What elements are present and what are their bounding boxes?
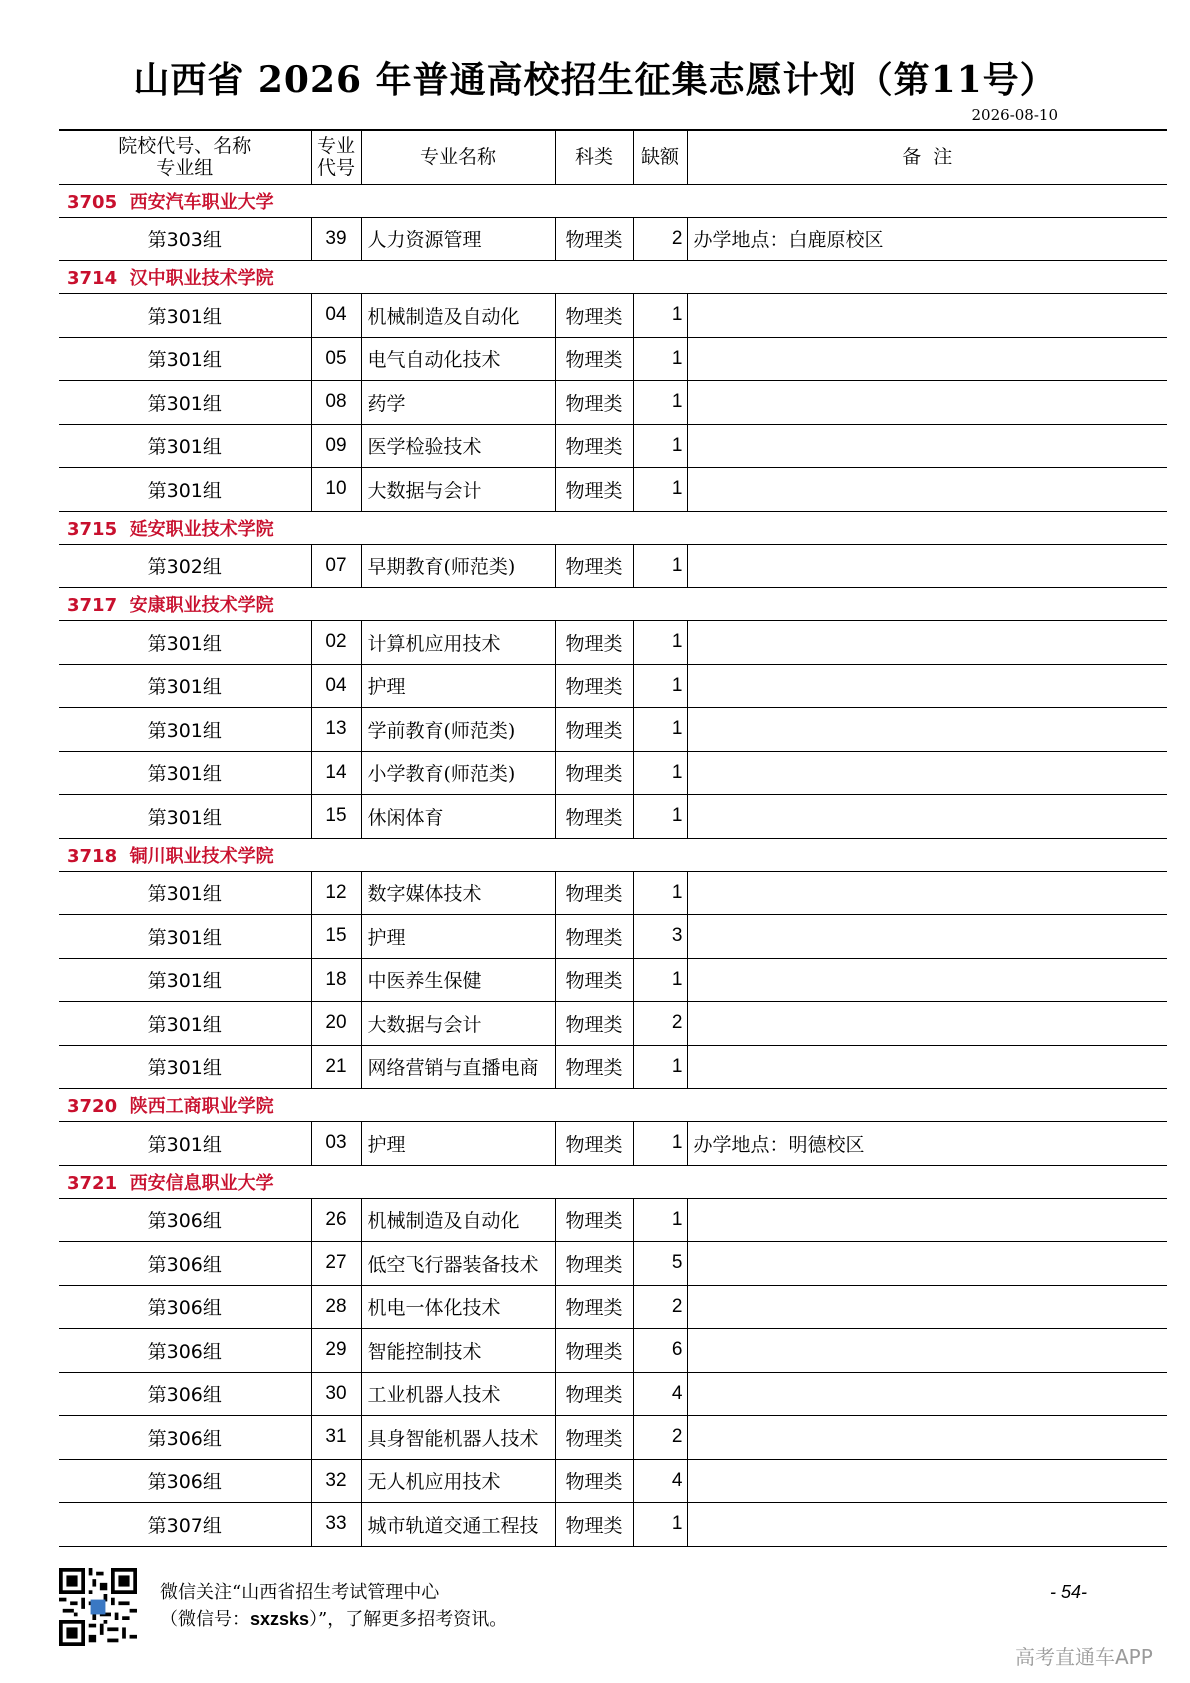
major-name-cell: 机电一体化技术 <box>361 1285 555 1329</box>
major-code-cell: 26 <box>311 1198 361 1242</box>
note-cell: 办学地点：白鹿原校区 <box>687 217 1167 261</box>
major-code-cell: 32 <box>311 1459 361 1503</box>
note-cell <box>687 1329 1167 1373</box>
note-cell <box>687 381 1167 425</box>
group-cell: 第303组 <box>59 217 311 261</box>
table-row <box>59 1198 1167 1242</box>
quota-cell: 1 <box>633 1122 687 1166</box>
school-name: 3718 铜川职业技术学院 <box>59 838 1167 871</box>
table-row <box>59 1372 1167 1416</box>
major-name-cell: 工业机器人技术 <box>361 1372 555 1416</box>
note-cell <box>687 1416 1167 1460</box>
major-code-cell: 15 <box>311 795 361 839</box>
major-code-cell: 15 <box>311 915 361 959</box>
table-row <box>59 871 1167 915</box>
school-header-row <box>59 838 1167 871</box>
note-cell <box>687 544 1167 588</box>
major-name-cell: 小学教育(师范类) <box>361 751 555 795</box>
group-cell: 第301组 <box>59 424 311 468</box>
group-cell: 第301组 <box>59 1122 311 1166</box>
table-row <box>59 468 1167 512</box>
major-name-cell: 学前教育(师范类) <box>361 708 555 752</box>
table-row <box>59 958 1167 1002</box>
category-cell: 物理类 <box>555 621 633 665</box>
quota-cell: 2 <box>633 1002 687 1046</box>
category-cell: 物理类 <box>555 468 633 512</box>
quota-cell: 2 <box>633 217 687 261</box>
publish-date: 2026-08-10 <box>971 106 1058 124</box>
table-row <box>59 1045 1167 1089</box>
note-cell <box>687 1242 1167 1286</box>
note-cell <box>687 1459 1167 1503</box>
table-row <box>59 915 1167 959</box>
group-cell: 第301组 <box>59 751 311 795</box>
school-name: 3721 西安信息职业大学 <box>59 1165 1167 1198</box>
major-code-cell: 30 <box>311 1372 361 1416</box>
table-row <box>59 795 1167 839</box>
enrollment-plan-table <box>59 129 1167 1547</box>
quota-cell: 1 <box>633 294 687 338</box>
major-name-cell: 具身智能机器人技术 <box>361 1416 555 1460</box>
table-row <box>59 1416 1167 1460</box>
group-cell: 第306组 <box>59 1285 311 1329</box>
note-cell <box>687 1002 1167 1046</box>
qr-code-icon <box>59 1568 137 1646</box>
quota-cell: 6 <box>633 1329 687 1373</box>
table-row <box>59 621 1167 665</box>
table-row <box>59 294 1167 338</box>
quota-cell: 1 <box>633 337 687 381</box>
group-cell: 第301组 <box>59 1045 311 1089</box>
note-cell <box>687 1285 1167 1329</box>
group-cell: 第307组 <box>59 1503 311 1547</box>
major-name-cell: 网络营销与直播电商 <box>361 1045 555 1089</box>
group-cell: 第306组 <box>59 1416 311 1460</box>
table-row <box>59 664 1167 708</box>
major-name-cell: 医学检验技术 <box>361 424 555 468</box>
major-code-cell: 33 <box>311 1503 361 1547</box>
category-cell: 物理类 <box>555 708 633 752</box>
category-cell: 物理类 <box>555 1198 633 1242</box>
category-cell: 物理类 <box>555 1416 633 1460</box>
quota-cell: 4 <box>633 1459 687 1503</box>
note-cell <box>687 1198 1167 1242</box>
major-code-cell: 03 <box>311 1122 361 1166</box>
group-cell: 第306组 <box>59 1459 311 1503</box>
note-cell <box>687 751 1167 795</box>
group-cell: 第306组 <box>59 1372 311 1416</box>
quota-cell: 2 <box>633 1416 687 1460</box>
note-cell <box>687 664 1167 708</box>
major-name-cell: 护理 <box>361 915 555 959</box>
major-code-cell: 04 <box>311 664 361 708</box>
group-cell: 第306组 <box>59 1242 311 1286</box>
note-cell <box>687 1503 1167 1547</box>
major-code-cell: 21 <box>311 1045 361 1089</box>
note-cell <box>687 795 1167 839</box>
major-name-cell: 早期教育(师范类) <box>361 544 555 588</box>
category-cell: 物理类 <box>555 871 633 915</box>
note-cell <box>687 1372 1167 1416</box>
category-cell: 物理类 <box>555 381 633 425</box>
quota-cell: 1 <box>633 1198 687 1242</box>
quota-cell: 5 <box>633 1242 687 1286</box>
school-header-row <box>59 261 1167 294</box>
category-cell: 物理类 <box>555 1045 633 1089</box>
school-name: 3717 安康职业技术学院 <box>59 588 1167 621</box>
group-cell: 第301组 <box>59 871 311 915</box>
major-name-cell: 数字媒体技术 <box>361 871 555 915</box>
category-cell: 物理类 <box>555 1002 633 1046</box>
header-quota: 缺额 <box>633 130 687 184</box>
major-name-cell: 大数据与会计 <box>361 468 555 512</box>
table-header-row <box>59 130 1167 184</box>
note-cell <box>687 958 1167 1002</box>
group-cell: 第306组 <box>59 1329 311 1373</box>
school-name: 3715 延安职业技术学院 <box>59 511 1167 544</box>
major-name-cell: 无人机应用技术 <box>361 1459 555 1503</box>
group-cell: 第301组 <box>59 708 311 752</box>
category-cell: 物理类 <box>555 751 633 795</box>
quota-cell: 1 <box>633 751 687 795</box>
table-row <box>59 217 1167 261</box>
major-code-cell: 39 <box>311 217 361 261</box>
group-cell: 第301组 <box>59 958 311 1002</box>
category-cell: 物理类 <box>555 1372 633 1416</box>
group-cell: 第301组 <box>59 381 311 425</box>
major-name-cell: 机械制造及自动化 <box>361 294 555 338</box>
page-title: 山西省 2026 年普通高校招生征集志愿计划（第11号） <box>133 59 1057 101</box>
table-row <box>59 1002 1167 1046</box>
table-row <box>59 1459 1167 1503</box>
major-code-cell: 02 <box>311 621 361 665</box>
school-header-row <box>59 511 1167 544</box>
major-name-cell: 城市轨道交通工程技 <box>361 1503 555 1547</box>
table-row <box>59 751 1167 795</box>
major-code-cell: 28 <box>311 1285 361 1329</box>
major-code-cell: 07 <box>311 544 361 588</box>
major-name-cell: 药学 <box>361 381 555 425</box>
quota-cell: 3 <box>633 915 687 959</box>
major-name-cell: 计算机应用技术 <box>361 621 555 665</box>
major-code-cell: 05 <box>311 337 361 381</box>
major-name-cell: 大数据与会计 <box>361 1002 555 1046</box>
quota-cell: 1 <box>633 795 687 839</box>
major-name-cell: 机械制造及自动化 <box>361 1198 555 1242</box>
note-cell <box>687 915 1167 959</box>
major-code-cell: 27 <box>311 1242 361 1286</box>
major-code-cell: 14 <box>311 751 361 795</box>
school-header-row <box>59 1165 1167 1198</box>
quota-cell: 1 <box>633 424 687 468</box>
school-name: 3720 陕西工商职业学院 <box>59 1089 1167 1122</box>
major-code-cell: 10 <box>311 468 361 512</box>
major-name-cell: 护理 <box>361 664 555 708</box>
major-name-cell: 智能控制技术 <box>361 1329 555 1373</box>
category-cell: 物理类 <box>555 915 633 959</box>
quota-cell: 2 <box>633 1285 687 1329</box>
footer-line-1: 微信关注“山西省招生考试管理中心 <box>160 1582 440 1603</box>
group-cell: 第301组 <box>59 294 311 338</box>
quota-cell: 1 <box>633 664 687 708</box>
major-code-cell: 12 <box>311 871 361 915</box>
category-cell: 物理类 <box>555 294 633 338</box>
category-cell: 物理类 <box>555 958 633 1002</box>
table-row <box>59 424 1167 468</box>
table-row <box>59 708 1167 752</box>
quota-cell: 1 <box>633 381 687 425</box>
category-cell: 物理类 <box>555 544 633 588</box>
watermark: 高考直通车APP <box>1015 1645 1153 1669</box>
category-cell: 物理类 <box>555 1242 633 1286</box>
header-school: 院校代号、名称 专业组 <box>59 130 311 184</box>
category-cell: 物理类 <box>555 795 633 839</box>
group-cell: 第301组 <box>59 664 311 708</box>
category-cell: 物理类 <box>555 337 633 381</box>
major-code-cell: 13 <box>311 708 361 752</box>
major-name-cell: 中医养生保健 <box>361 958 555 1002</box>
category-cell: 物理类 <box>555 664 633 708</box>
school-header-row <box>59 184 1167 217</box>
major-code-cell: 20 <box>311 1002 361 1046</box>
major-name-cell: 电气自动化技术 <box>361 337 555 381</box>
group-cell: 第301组 <box>59 337 311 381</box>
category-cell: 物理类 <box>555 1285 633 1329</box>
major-code-cell: 09 <box>311 424 361 468</box>
wechat-id: sxzsks <box>250 1609 310 1629</box>
page-number: - 54- <box>1050 1582 1088 1602</box>
major-code-cell: 18 <box>311 958 361 1002</box>
school-header-row <box>59 588 1167 621</box>
major-name-cell: 休闲体育 <box>361 795 555 839</box>
footer-wechat-notice <box>160 1580 507 1633</box>
quota-cell: 4 <box>633 1372 687 1416</box>
category-cell: 物理类 <box>555 1459 633 1503</box>
table-row <box>59 1285 1167 1329</box>
major-code-cell: 31 <box>311 1416 361 1460</box>
note-cell <box>687 621 1167 665</box>
header-major-code: 专业 代号 <box>311 130 361 184</box>
quota-cell: 1 <box>633 468 687 512</box>
quota-cell: 1 <box>633 708 687 752</box>
major-name-cell: 护理 <box>361 1122 555 1166</box>
major-code-cell: 04 <box>311 294 361 338</box>
group-cell: 第301组 <box>59 621 311 665</box>
note-cell <box>687 871 1167 915</box>
quota-cell: 1 <box>633 958 687 1002</box>
major-code-cell: 29 <box>311 1329 361 1373</box>
header-note: 备 注 <box>687 130 1167 184</box>
school-name: 3705 西安汽车职业大学 <box>59 184 1167 217</box>
quota-cell: 1 <box>633 1503 687 1547</box>
note-cell <box>687 468 1167 512</box>
category-cell: 物理类 <box>555 217 633 261</box>
category-cell: 物理类 <box>555 1122 633 1166</box>
table-row <box>59 1122 1167 1166</box>
group-cell: 第301组 <box>59 468 311 512</box>
quota-cell: 1 <box>633 544 687 588</box>
note-cell <box>687 337 1167 381</box>
footer-line-2: （微信号：sxzsks）”，了解更多招考资讯。 <box>160 1609 508 1630</box>
school-header-row <box>59 1089 1167 1122</box>
note-cell <box>687 708 1167 752</box>
quota-cell: 1 <box>633 1045 687 1089</box>
table-body <box>59 184 1167 1546</box>
group-cell: 第301组 <box>59 915 311 959</box>
major-name-cell: 低空飞行器装备技术 <box>361 1242 555 1286</box>
header-category: 科类 <box>555 130 633 184</box>
note-cell <box>687 424 1167 468</box>
category-cell: 物理类 <box>555 1503 633 1547</box>
table-row <box>59 381 1167 425</box>
quota-cell: 1 <box>633 621 687 665</box>
group-cell: 第302组 <box>59 544 311 588</box>
school-name: 3714 汉中职业技术学院 <box>59 261 1167 294</box>
table-row <box>59 337 1167 381</box>
quota-cell: 1 <box>633 871 687 915</box>
table-row <box>59 1242 1167 1286</box>
note-cell: 办学地点：明德校区 <box>687 1122 1167 1166</box>
note-cell <box>687 1045 1167 1089</box>
group-cell: 第301组 <box>59 1002 311 1046</box>
major-name-cell: 人力资源管理 <box>361 217 555 261</box>
table-row <box>59 1329 1167 1373</box>
header-major-name: 专业名称 <box>361 130 555 184</box>
note-cell <box>687 294 1167 338</box>
group-cell: 第306组 <box>59 1198 311 1242</box>
table-row <box>59 544 1167 588</box>
category-cell: 物理类 <box>555 424 633 468</box>
category-cell: 物理类 <box>555 1329 633 1373</box>
table-row <box>59 1503 1167 1547</box>
group-cell: 第301组 <box>59 795 311 839</box>
major-code-cell: 08 <box>311 381 361 425</box>
